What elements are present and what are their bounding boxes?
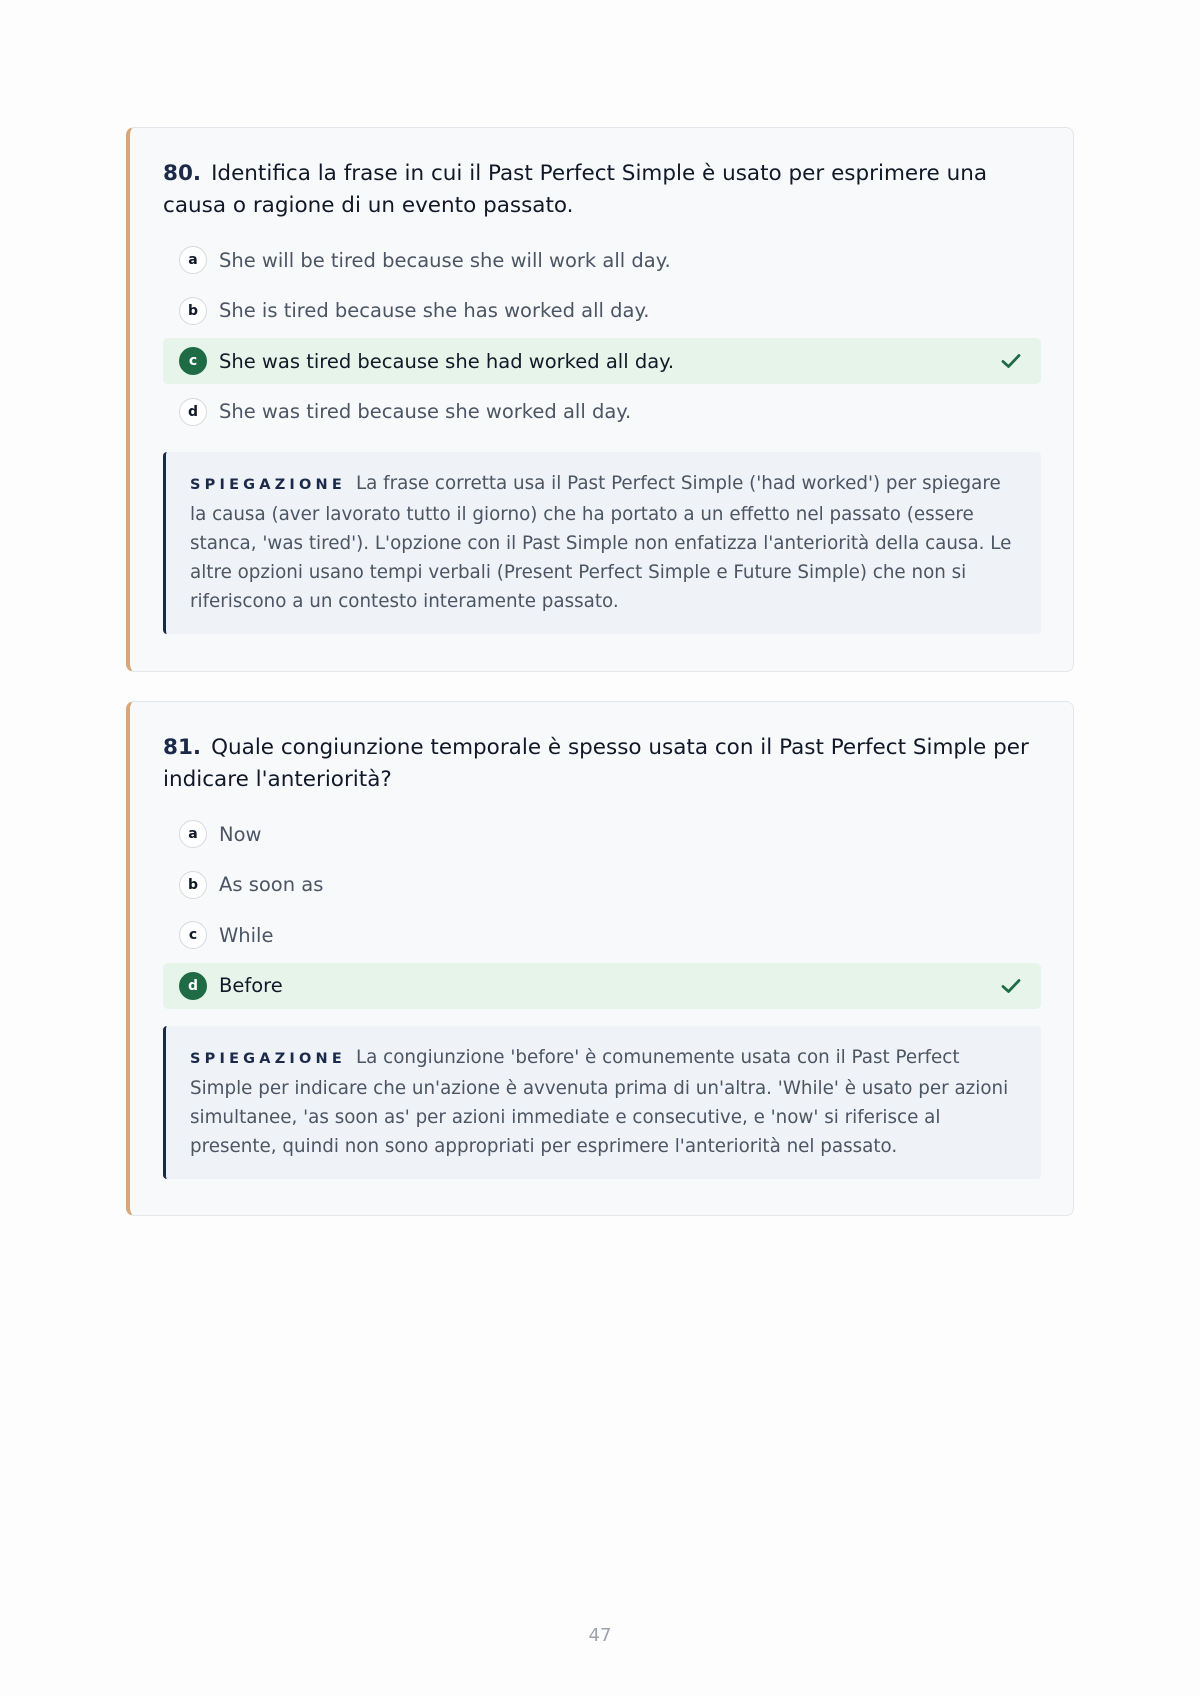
- option-text: Before: [219, 974, 283, 997]
- question-number: 81.: [163, 735, 202, 760]
- option-text: As soon as: [219, 873, 324, 896]
- explanation-text: La frase corretta usa il Past Perfect Simple ('had worked') per spiegare la causa (aver lavorato tutto il giorno) che ha portato a un effetto nel passato (essere stanca, 'was tired'). L'opzione con il Past Simple non enfatizza l'anteriorità della causa. Le altre opzioni usano tempi verbali (Present Perfect Simple e Future Simple) che non si riferiscono a un contesto interamente passato.: [190, 472, 1012, 612]
- explanation-box: [163, 452, 1041, 634]
- options-list: [163, 237, 1041, 435]
- option-letter-badge: b: [179, 297, 207, 325]
- option-d-correct[interactable]: [163, 963, 1041, 1009]
- options-list: [163, 811, 1041, 1009]
- question-title: [163, 732, 1041, 796]
- question-text: Identifica la frase in cui il Past Perfect Simple è usato per esprimere una causa o ragione di un evento passato.: [163, 161, 987, 218]
- explanation-label: SPIEGAZIONE: [190, 476, 346, 493]
- option-letter-badge: a: [179, 246, 207, 274]
- option-letter-badge: c: [179, 921, 207, 949]
- option-b[interactable]: [163, 288, 1041, 334]
- option-d[interactable]: [163, 389, 1041, 435]
- option-letter-badge: a: [179, 820, 207, 848]
- explanation-text: La congiunzione 'before' è comunemente usata con il Past Perfect Simple per indicare che un'azione è avvenuta prima di un'altra. 'While' è usato per azioni simultanee, 'as soon as' per azioni immediate e consecutive, e 'now' si riferisce al presente, quindi non sono appropriati per esprimere l'anteriorità nel passato.: [190, 1046, 1009, 1157]
- option-text: She was tired because she had worked all day.: [219, 349, 675, 373]
- explanation-box: [163, 1026, 1041, 1179]
- question-card-81: [126, 701, 1074, 1216]
- checkmark-icon: [1001, 353, 1021, 369]
- option-text: She is tired because she has worked all day.: [219, 299, 650, 322]
- option-b[interactable]: [163, 862, 1041, 908]
- option-text: Now: [219, 822, 262, 846]
- option-text: She will be tired because she will work all day.: [219, 248, 671, 272]
- option-a[interactable]: [163, 237, 1041, 283]
- option-text: While: [219, 923, 274, 947]
- question-title: [163, 158, 1041, 222]
- option-c-correct[interactable]: [163, 338, 1041, 384]
- option-letter-badge: d: [179, 972, 207, 1000]
- question-text: Quale congiunzione temporale è spesso usata con il Past Perfect Simple per indicare l'anteriorità?: [163, 735, 1029, 792]
- question-card-80: [126, 127, 1074, 672]
- option-letter-badge: d: [179, 398, 207, 426]
- option-letter-badge: c: [179, 347, 207, 375]
- question-number: 80.: [163, 161, 202, 186]
- page-number: 47: [588, 1625, 612, 1646]
- option-letter-badge: b: [179, 871, 207, 899]
- explanation-label: SPIEGAZIONE: [190, 1050, 346, 1067]
- checkmark-icon: [1001, 978, 1021, 994]
- option-a[interactable]: [163, 811, 1041, 857]
- option-c[interactable]: [163, 912, 1041, 958]
- option-text: She was tired because she worked all day.: [219, 400, 632, 423]
